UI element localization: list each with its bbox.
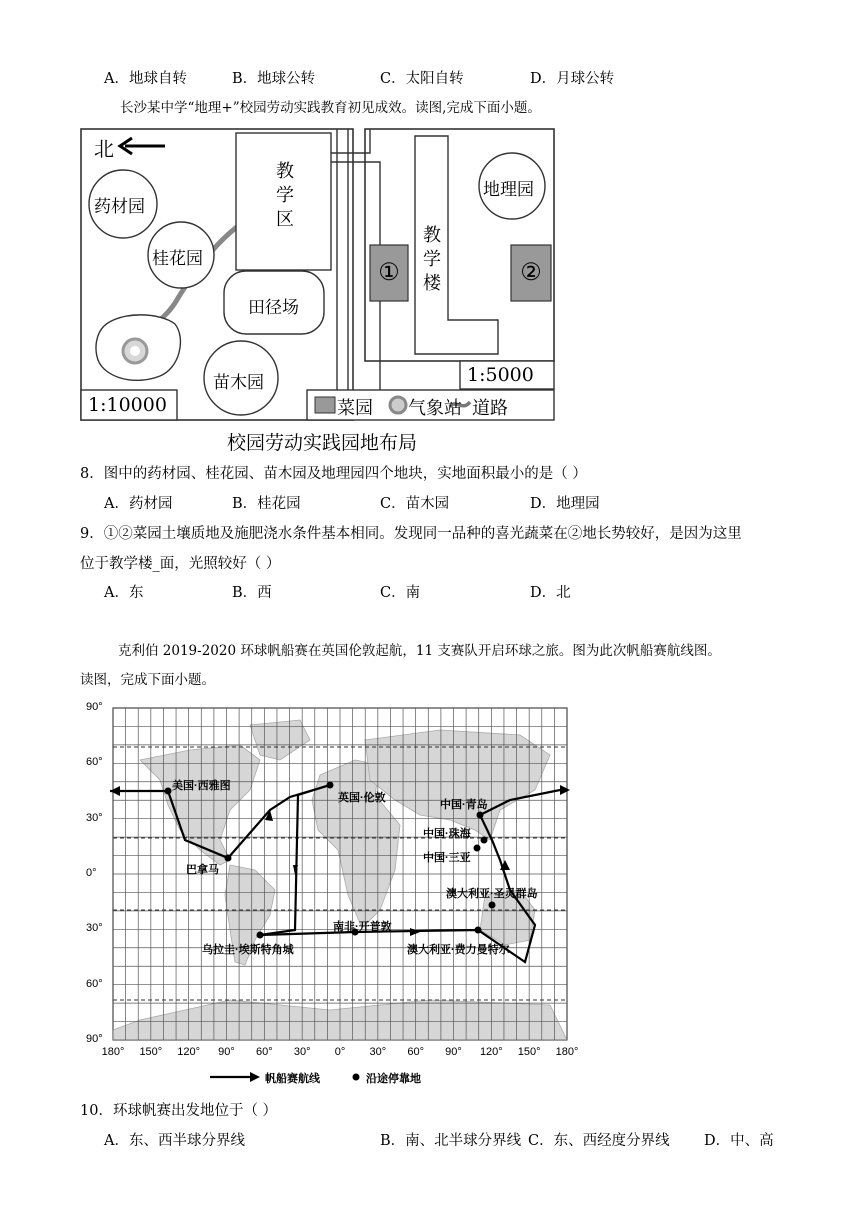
longitude-label: 30° bbox=[293, 1046, 311, 1058]
intro-paragraph-2-line1: 克利伯 2019-2020 环球帆船赛在英国伦敦起航，11 支赛队开启环球之旅。图为此次帆船赛航线图。 bbox=[118, 643, 721, 659]
port-qingdao: 中国·青岛 bbox=[440, 799, 488, 811]
q10-option-c: C．东、西经度分界线 bbox=[528, 1133, 670, 1149]
q8-option-a: A．药材园 bbox=[104, 496, 173, 512]
q9-stem-line2: 位于教学楼_面，光照较好（ ） bbox=[80, 556, 281, 572]
campus-map bbox=[80, 128, 556, 423]
latitude-label: 90° bbox=[86, 701, 103, 713]
teaching-building-label: 教 学 楼 bbox=[423, 225, 441, 294]
longitude-label: 30° bbox=[369, 1046, 387, 1058]
longitude-label: 120° bbox=[177, 1046, 201, 1058]
intro-paragraph-1: 长沙某中学“地理+”校园劳动实践教育初见成效。读图,完成下面小题。 bbox=[120, 100, 541, 116]
intro-paragraph-2-line2: 读图，完成下面小题。 bbox=[80, 672, 215, 688]
longitude-label: 0° bbox=[334, 1046, 346, 1058]
track-field-label: 田径场 bbox=[248, 298, 299, 318]
q8-option-d: D．地理园 bbox=[530, 496, 600, 512]
latitude-label: 90° bbox=[86, 1033, 103, 1045]
port-punta-del-este: 乌拉圭·埃斯特角城 bbox=[202, 944, 294, 956]
latitude-label: 60° bbox=[86, 756, 103, 769]
q8-option-c: C．苗木园 bbox=[380, 496, 450, 512]
q9-option-b: B．西 bbox=[232, 585, 272, 601]
longitude-label: 60° bbox=[407, 1046, 424, 1058]
q7-option-a: A．地球自转 bbox=[104, 71, 187, 87]
route-map bbox=[80, 700, 580, 1090]
longitude-label: 120° bbox=[479, 1046, 503, 1058]
q10-option-d: D．中、高 bbox=[704, 1133, 774, 1149]
longitude-label: 90° bbox=[445, 1046, 462, 1058]
teaching-area-label: 教 学 区 bbox=[276, 161, 294, 230]
q7-option-d: D．月球公转 bbox=[530, 71, 615, 87]
nursery-label: 苗木园 bbox=[213, 373, 264, 393]
port-sanya: 中国·三亚 bbox=[423, 852, 471, 864]
port-panama: 巴拿马 bbox=[186, 864, 219, 876]
port-cape-town: 南非·开普敦 bbox=[333, 921, 392, 933]
campus-map-caption: 校园劳动实践园地布局 bbox=[227, 432, 418, 454]
q8-stem: 8．图中的药材园、桂花园、苗木园及地理园四个地块，实地面积最小的是（ ） bbox=[80, 466, 587, 482]
port-zhuhai: 中国·珠海 bbox=[423, 828, 471, 840]
north-label: 北 bbox=[94, 137, 114, 161]
legend-route-label: 帆船赛航线 bbox=[265, 1073, 320, 1085]
port-seattle: 美国·西雅图 bbox=[172, 780, 231, 792]
legend-weather-label: 气象站 bbox=[408, 398, 462, 419]
q9-option-c: C．南 bbox=[380, 585, 421, 601]
legend-stop-label: 沿途停靠地 bbox=[366, 1073, 421, 1085]
q9-option-a: A．东 bbox=[104, 585, 144, 601]
q10-stem: 10．环球帆赛出发地位于（ ） bbox=[80, 1103, 278, 1119]
port-fremantle: 澳大利亚·费力曼特尔 bbox=[407, 944, 510, 956]
q10-option-a: A．东、西半球分界线 bbox=[104, 1133, 245, 1149]
scale-left: 1:10000 bbox=[88, 394, 167, 416]
q9-option-d: D．北 bbox=[530, 585, 571, 601]
port-whitsunday: 澳大利亚·圣灵群岛 bbox=[446, 888, 538, 900]
latitude-label: 60° bbox=[86, 977, 103, 990]
q8-option-b: B．桂花园 bbox=[232, 496, 301, 512]
longitude-label: 90° bbox=[218, 1046, 235, 1058]
latitude-label: 0° bbox=[86, 867, 97, 879]
q7-option-c: C．太阳自转 bbox=[380, 71, 464, 87]
q7-option-b: B．地球公转 bbox=[232, 71, 316, 87]
longitude-label: 180° bbox=[555, 1046, 579, 1058]
latitude-label: 30° bbox=[86, 811, 103, 824]
q10-option-b: B．南、北半球分界线 bbox=[380, 1133, 522, 1149]
plot-2-label: ② bbox=[520, 258, 542, 286]
osmanthus-garden-label: 桂花园 bbox=[152, 249, 203, 269]
longitude-label: 150° bbox=[517, 1046, 541, 1058]
longitude-label: 150° bbox=[139, 1046, 163, 1058]
legend-veg-label: 菜园 bbox=[337, 398, 373, 419]
legend-road-label: 道路 bbox=[472, 398, 508, 419]
q9-stem-line1: 9．①②菜园土壤质地及施肥浇水条件基本相同。发现同一品种的喜光蔬菜在②地长势较好，是因为这里 bbox=[80, 526, 742, 542]
geo-garden-label: 地理园 bbox=[483, 180, 534, 200]
port-london: 英国·伦敦 bbox=[338, 792, 386, 804]
plot-1-label: ① bbox=[378, 258, 400, 286]
latitude-label: 30° bbox=[86, 922, 103, 935]
herb-garden-label: 药材园 bbox=[94, 197, 145, 217]
longitude-label: 180° bbox=[101, 1046, 125, 1058]
scale-right: 1:5000 bbox=[467, 364, 534, 386]
longitude-label: 60° bbox=[256, 1046, 273, 1058]
